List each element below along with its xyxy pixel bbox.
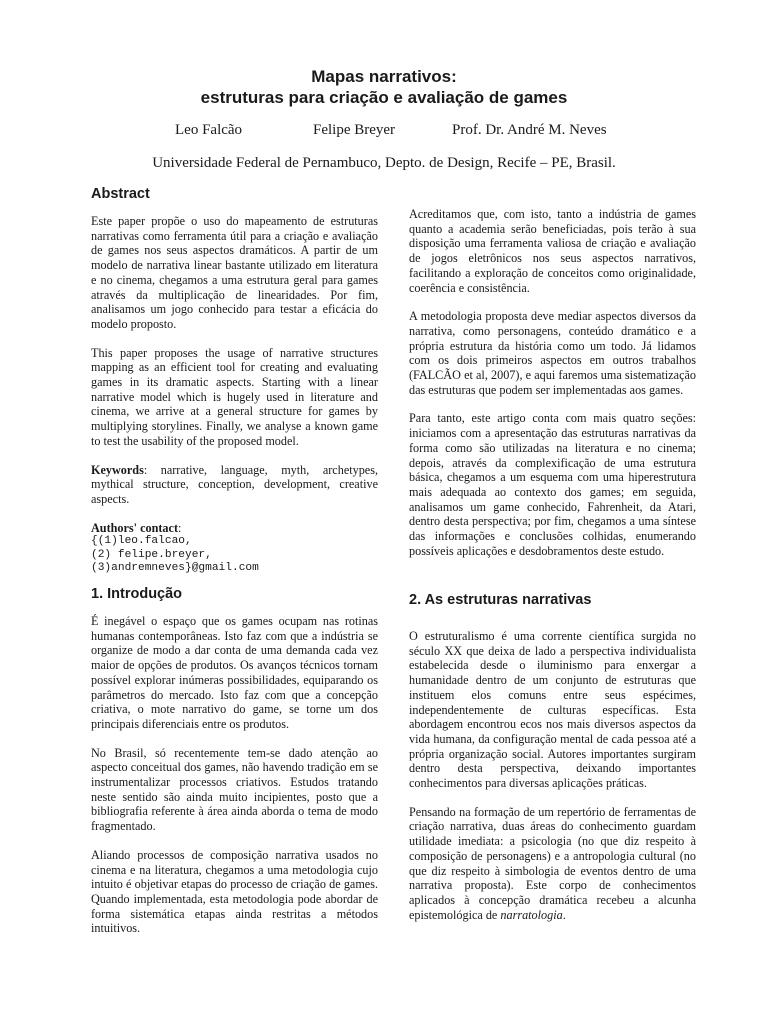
contact-line-3: (3)andremneves}@gmail.com xyxy=(91,562,259,575)
section-2-paragraph-2-text: Pensando na formação de um repertório de ferramentas de criação narrativa, duas áreas do conhecimento guardam utilidade imediata: a psicologia (no que diz respeito à composição de personagens) e a antropologia cultural (no que diz respeito à simbologia de eventos dentro de uma narrativa proposta). Este corpo de conhecimentos aplicados à concepção dramática recebeu a alcunha epistemológica de xyxy=(409,804,696,922)
title-line-2: estruturas para criação e avaliação de games xyxy=(200,88,568,107)
abstract-portuguese: Este paper propõe o uso do mapeamento de estruturas narrativas como ferramenta útil para a criação e avaliação de games nos seus aspectos dramáticos. A partir de um modelo de narrativa linear bastante utilizado em literatura e no cinema, chegamos a uma estrutura geral para games através da multiplicação de linearidades. Por fim, analisamos um jogo conhecido para testar a eficácia do modelo proposto. xyxy=(91,214,378,331)
section-2-paragraph-2 xyxy=(409,805,696,923)
section-2-paragraph-2-end: . xyxy=(562,907,566,922)
affiliation: Universidade Federal de Pernambuco, Depto. de Design, Recife – PE, Brasil. xyxy=(152,155,616,171)
title-line-1: Mapas narrativos: xyxy=(311,67,457,86)
abstract-heading: Abstract xyxy=(91,186,150,202)
right-paragraph-2: A metodologia proposta deve mediar aspectos diversos da narrativa, como personagens, conteúdo dramático e a própria estrutura da história como um todo. Já lidamos com os dois primeiros aspectos em outros trabalhos (FALCÃO et al, 2007), e aqui faremos uma sistematização das estruturas que podem ser implementadas aos games. xyxy=(409,309,696,397)
keywords-text: : narrative, language, myth, archetypes, mythical structure, conception, development, creative aspects. xyxy=(91,462,378,506)
author-2: Felipe Breyer xyxy=(313,122,396,138)
narratologia-term: narratologia xyxy=(500,907,563,922)
left-column-bottom xyxy=(91,614,378,950)
intro-paragraph-2: No Brasil, só recentemente tem-se dado atenção ao aspecto conceitual dos games, não havendo tradição em se instrumentalizar processos criativos. Estudos tratando neste sentido são ainda muito incipientes, posto que a bibliografia referente à área ainda aborda o tema de modo fragmentado. xyxy=(91,745,378,834)
contact-line-2: (2) felipe.breyer, xyxy=(91,548,212,561)
contact-colon: : xyxy=(178,520,182,535)
author-1: Leo Falcão xyxy=(175,122,243,138)
right-column-bottom xyxy=(409,629,696,936)
paper-title xyxy=(0,66,768,108)
author-3: Prof. Dr. André M. Neves xyxy=(452,122,607,138)
left-column-top xyxy=(91,214,378,576)
section-1-heading: 1. Introdução xyxy=(91,586,183,602)
contact-label: Authors' contact xyxy=(91,520,178,535)
intro-paragraph-3: Aliando processos de composição narrativa usados no cinema e na literatura, chegamos a uma metodologia cujo intuito é objetivar etapas do processo de criação de games. Quando implementada, esta metodologia pode abordar de forma sistemática etapas ainda restritas a métodos intuitivos. xyxy=(91,847,378,936)
keywords-label: Keywords xyxy=(91,462,144,477)
right-paragraph-3: Para tanto, este artigo conta com mais quatro seções: iniciamos com a apresentação das estruturas narrativas da forma como são utilizadas na literatura e no cinema; depois, através da complexificação de uma estrutura básica, chegamos a um esquema com uma hiperestrutura mais adequada ao contexto dos games; em seguida, analisamos um game conhecido, Fahrenheit, da Atari, dentro desta perspectiva; por fim, chegamos a uma síntese das informações e conclusões colhidas, enumerando possíveis aplicações e desdobramentos deste estudo. xyxy=(409,411,696,558)
right-column-top xyxy=(409,207,696,572)
abstract-english: This paper proposes the usage of narrative structures mapping as an efficient tool for creating and evaluating games in its dramatic aspects. Starting with a linear narrative model which is hugely used in literature and cinema, we arrive at a general structure for games by multiplying storylines. Finally, we analyse a known game to test the usability of the proposed model. xyxy=(91,345,378,448)
section-2-heading: 2. As estruturas narrativas xyxy=(409,592,592,608)
authors-contact xyxy=(91,521,378,536)
right-paragraph-1: Acreditamos que, com isto, tanto a indústria de games quanto a academia serão beneficiadas, pois terão à sua disposição uma ferramenta valiosa de criação e avaliação de jogos eletrônicos nos seus aspectos narrativos, facilitando a exploração de conceitos como originalidade, coerência e consistência. xyxy=(409,207,696,295)
intro-paragraph-1: É inegável o espaço que os games ocupam nas rotinas humanas contemporâneas. Isto faz com que a indústria se organize de modo a dar conta de uma demanda cada vez maior de opções de produtos. Os avanços técnicos tornam possível explorar inúmeras possibilidades, equiparando os parâmetros do mercado. Isto faz com que a concepção criativa, o mote narrativo do game, se torne um dos principais diferenciais entre os produtos. xyxy=(91,614,378,731)
section-2-paragraph-1: O estruturalismo é uma corrente científica surgida no século XX que deixa de lado a perspectiva individualista estabelecida desde o iluminismo para enxergar a humanidade dentro de um conjunto de estruturas que instituem elos comuns entre seus espécimes, independentemente de culturas específicas. Esta abordagem encontrou ecos nos mais diversos aspectos da vida humana, da configuração mental de cada pessoa até a própria organização social. Autores importantes surgiram dentro desta perspectiva, deixando importantes conhecimentos para diversas aplicações práticas. xyxy=(409,629,696,791)
contact-line-1: {(1)leo.falcao, xyxy=(91,535,192,548)
keywords xyxy=(91,463,378,507)
